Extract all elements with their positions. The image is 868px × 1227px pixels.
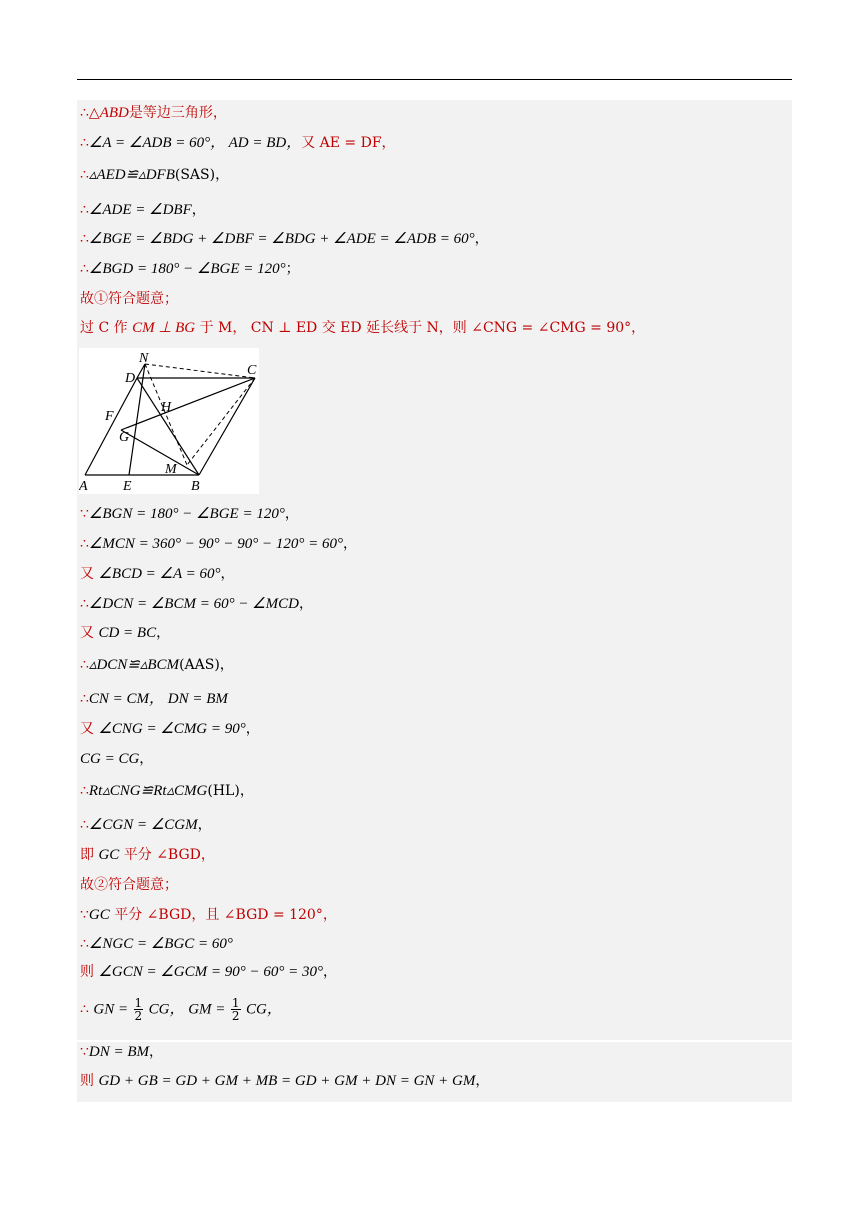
solution-line-18: ∴Rt▵CNG≌Rt▵CMG(HL)， xyxy=(80,783,254,799)
solution-line-23: ∴∠NGC = ∠BGC = 60° xyxy=(80,936,233,952)
solution-line-11: 又 ∠BCD = ∠A = 60°， xyxy=(80,566,235,582)
solution-line-4: ∴∠ADE = ∠DBF， xyxy=(80,202,206,218)
label-C: C xyxy=(247,363,257,378)
solution-line-26: ∵DN = BM， xyxy=(80,1044,164,1060)
solution-line-16: 又 ∠CNG = ∠CMG = 90°， xyxy=(80,721,260,737)
solution-line-2: ∴∠A = ∠ADB = 60°， AD = BD，又 AE = DF， xyxy=(80,135,396,151)
parallelogram-diagram xyxy=(79,348,259,494)
label-G: G xyxy=(119,430,130,445)
label-F: F xyxy=(105,409,114,424)
solution-line-19: ∴∠CGN = ∠CGM， xyxy=(80,817,212,833)
solution-line-12: ∴∠DCN = ∠BCM = 60° − ∠MCD， xyxy=(80,596,313,612)
label-H: H xyxy=(161,400,172,415)
solution-line-7: 故①符合题意； xyxy=(80,291,178,307)
solution-line-9: ∵∠BGN = 180° − ∠BGE = 120°， xyxy=(80,506,299,522)
solution-line-15: ∴CN = CM， DN = BM xyxy=(80,691,228,707)
solution-line-3: ∴▵AED≌▵DFB(SAS)， xyxy=(80,167,230,183)
label-E: E xyxy=(123,479,132,494)
solution-line-20: 即 GC 平分 ∠BGD， xyxy=(80,847,215,863)
solution-line-1: ∴△ABD是等边三角形， xyxy=(80,105,227,121)
header-rule xyxy=(77,79,792,80)
label-B: B xyxy=(191,479,200,494)
solution-line-22: ∵GC 平分 ∠BGD，且 ∠BGD = 120°， xyxy=(80,907,337,923)
solution-line-13: 又 CD = BC， xyxy=(80,625,171,641)
solution-line-25: ∴ GN = $\frac{1}{2}$ CG， GM = $\frac{1}{2}$ CG， xyxy=(80,996,282,1023)
solution-line-27: 则 GD + GB = GD + GM + MB = GD + GM + DN = GN + GM， xyxy=(80,1073,490,1089)
solution-line-8: 过 C 作 CM ⊥ BG 于 M， CN ⊥ ED 交 ED 延长线于 N，则 ∠CNG = ∠CMG = 90°， xyxy=(80,320,646,336)
solution-line-21: 故②符合题意； xyxy=(80,877,178,893)
solution-line-14: ∴▵DCN≌▵BCM(AAS)， xyxy=(80,657,234,673)
label-N: N xyxy=(139,351,149,366)
label-D: D xyxy=(125,371,136,386)
label-M: M xyxy=(165,462,177,477)
fraction-half: $\frac{1}{2}$ xyxy=(134,996,143,1023)
solution-line-17: CG = CG， xyxy=(80,751,154,767)
solution-line-10: ∴∠MCN = 360° − 90° − 90° − 120° = 60°， xyxy=(80,536,357,552)
solution-line-5: ∴∠BGE = ∠BDG + ∠DBF = ∠BDG + ∠ADE = ∠ADB = 60°， xyxy=(80,231,489,247)
label-A: A xyxy=(79,479,88,494)
fraction-half-2: $\frac{1}{2}$ xyxy=(231,996,240,1023)
solution-line-24: 则 ∠GCN = ∠GCM = 90° − 60° = 30°， xyxy=(80,964,338,980)
geometry-figure xyxy=(79,348,259,494)
solution-line-6: ∴∠BGD = 180° − ∠BGE = 120°； xyxy=(80,261,300,277)
